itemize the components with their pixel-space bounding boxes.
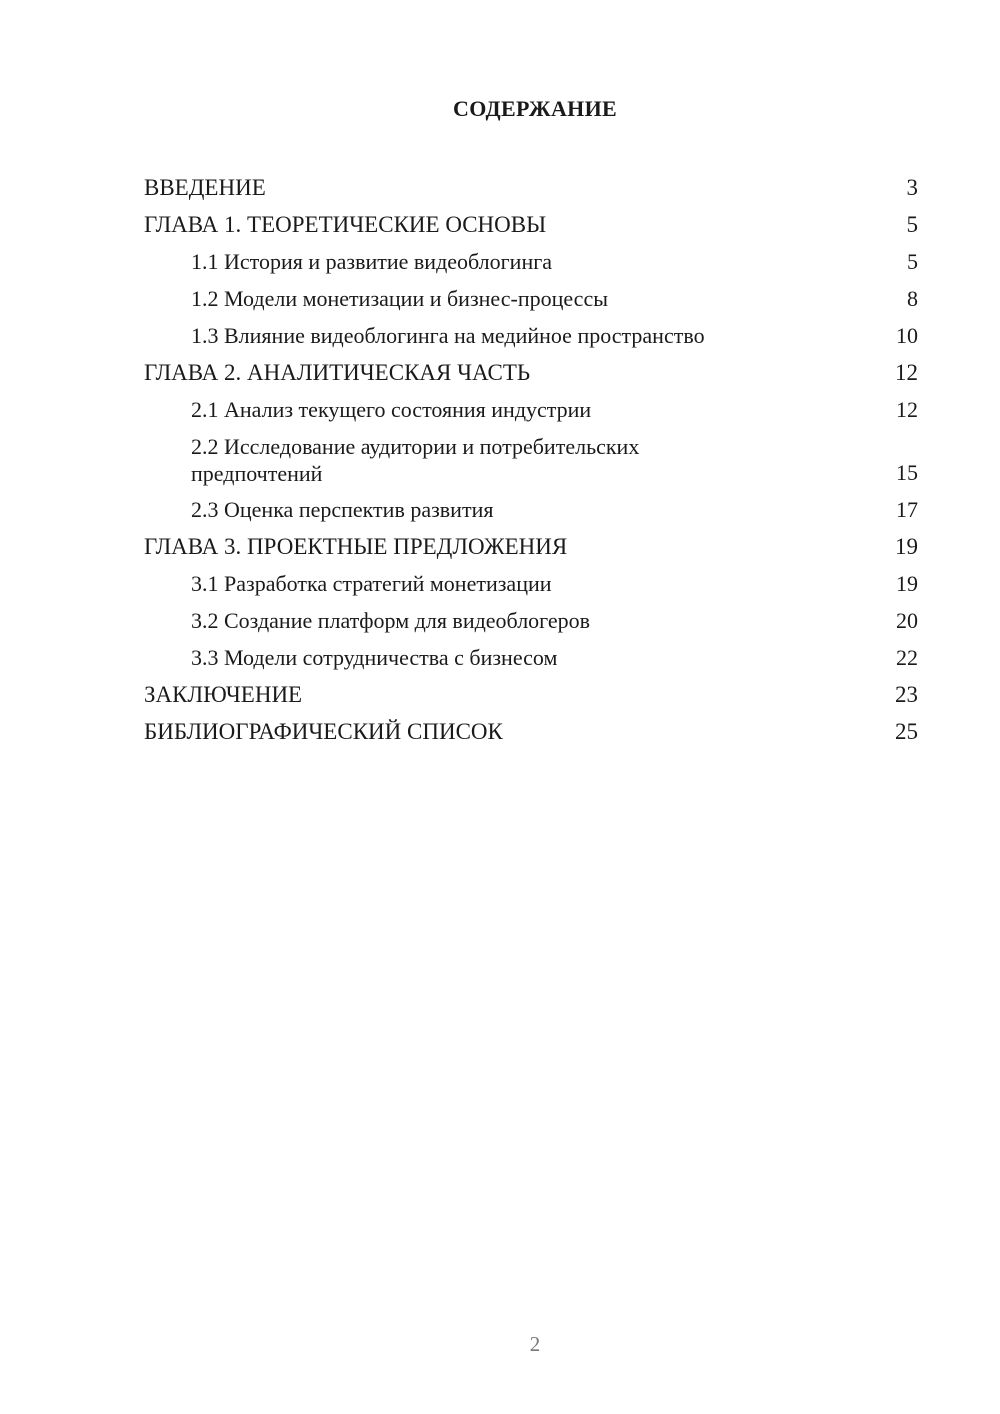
toc-entry-chapter-1 — [144, 207, 918, 244]
page-title: СОДЕРЖАНИЕ — [453, 96, 617, 121]
toc-entry-bibliography — [144, 714, 918, 751]
toc-entry-label: 3.2 Создание платформ для видеоблогеров — [191, 608, 591, 633]
toc-entry-label: ЗАКЛЮЧЕНИЕ — [144, 682, 303, 707]
page-number: 2 — [529, 1332, 541, 1356]
toc-entry-label: ГЛАВА 3. ПРОЕКТНЫЕ ПРЕДЛОЖЕНИЯ — [144, 534, 568, 559]
toc-entry-page: 25 — [895, 719, 918, 744]
toc-entry-page: 5 — [906, 212, 918, 237]
toc-entry-label: 2.1 Анализ текущего состояния индустрии — [191, 397, 592, 422]
toc-entry-section-1-2 — [144, 281, 918, 318]
toc-entry-conclusion — [144, 677, 918, 714]
toc-entry-label: 1.1 История и развитие видеоблогинга — [191, 249, 553, 274]
toc-entry-page: 17 — [896, 497, 918, 522]
toc-entry-page: 15 — [896, 460, 918, 485]
toc-entry-label: ГЛАВА 2. АНАЛИТИЧЕСКАЯ ЧАСТЬ — [144, 360, 531, 385]
toc-entry-label: 3.1 Разработка стратегий монетизации — [191, 571, 552, 596]
toc-entry-section-2-3 — [144, 492, 918, 529]
toc-entry-chapter-3 — [144, 529, 918, 566]
toc-entry-section-2-1 — [144, 392, 918, 429]
toc-entry-section-3-3 — [144, 640, 918, 677]
toc-entry-label: 3.3 Модели сотрудничества с бизнесом — [191, 645, 558, 670]
toc-entry-page: 20 — [896, 608, 918, 633]
toc-entry-page: 8 — [907, 286, 918, 311]
toc-entry-section-2-2 — [144, 429, 918, 492]
toc-entry-page: 10 — [896, 323, 918, 348]
toc-entry-page: 12 — [896, 397, 918, 422]
toc-entry-page: 19 — [895, 534, 918, 559]
toc-entry-section-1-3 — [144, 318, 918, 355]
toc-entry-page: 23 — [895, 682, 918, 707]
toc-entry-label: 2.2 Исследование аудитории и потребительских предпочтений — [191, 434, 640, 486]
toc-entry-section-1-1 — [144, 244, 918, 281]
toc-entry-section-3-2 — [144, 603, 918, 640]
toc-entry-label: 2.3 Оценка перспектив развития — [191, 497, 494, 522]
toc-entry-page: 12 — [895, 360, 918, 385]
toc-entry-page: 3 — [906, 175, 918, 200]
table-of-contents — [144, 170, 918, 751]
toc-entry-page: 5 — [907, 249, 918, 274]
toc-entry-label: БИБЛИОГРАФИЧЕСКИЙ СПИСОК — [144, 719, 503, 744]
toc-entry-label: ГЛАВА 1. ТЕОРЕТИЧЕСКИЕ ОСНОВЫ — [144, 212, 547, 237]
toc-entry-label: 1.3 Влияние видеоблогинга на медийное пространство — [191, 323, 705, 348]
toc-entry-introduction — [144, 170, 918, 207]
toc-entry-page: 19 — [896, 571, 918, 596]
toc-entry-label: 1.2 Модели монетизации и бизнес-процессы — [191, 286, 608, 311]
toc-entry-chapter-2 — [144, 355, 918, 392]
toc-entry-page: 22 — [896, 645, 918, 670]
toc-entry-section-3-1 — [144, 566, 918, 603]
toc-entry-label: ВВЕДЕНИЕ — [144, 175, 266, 200]
